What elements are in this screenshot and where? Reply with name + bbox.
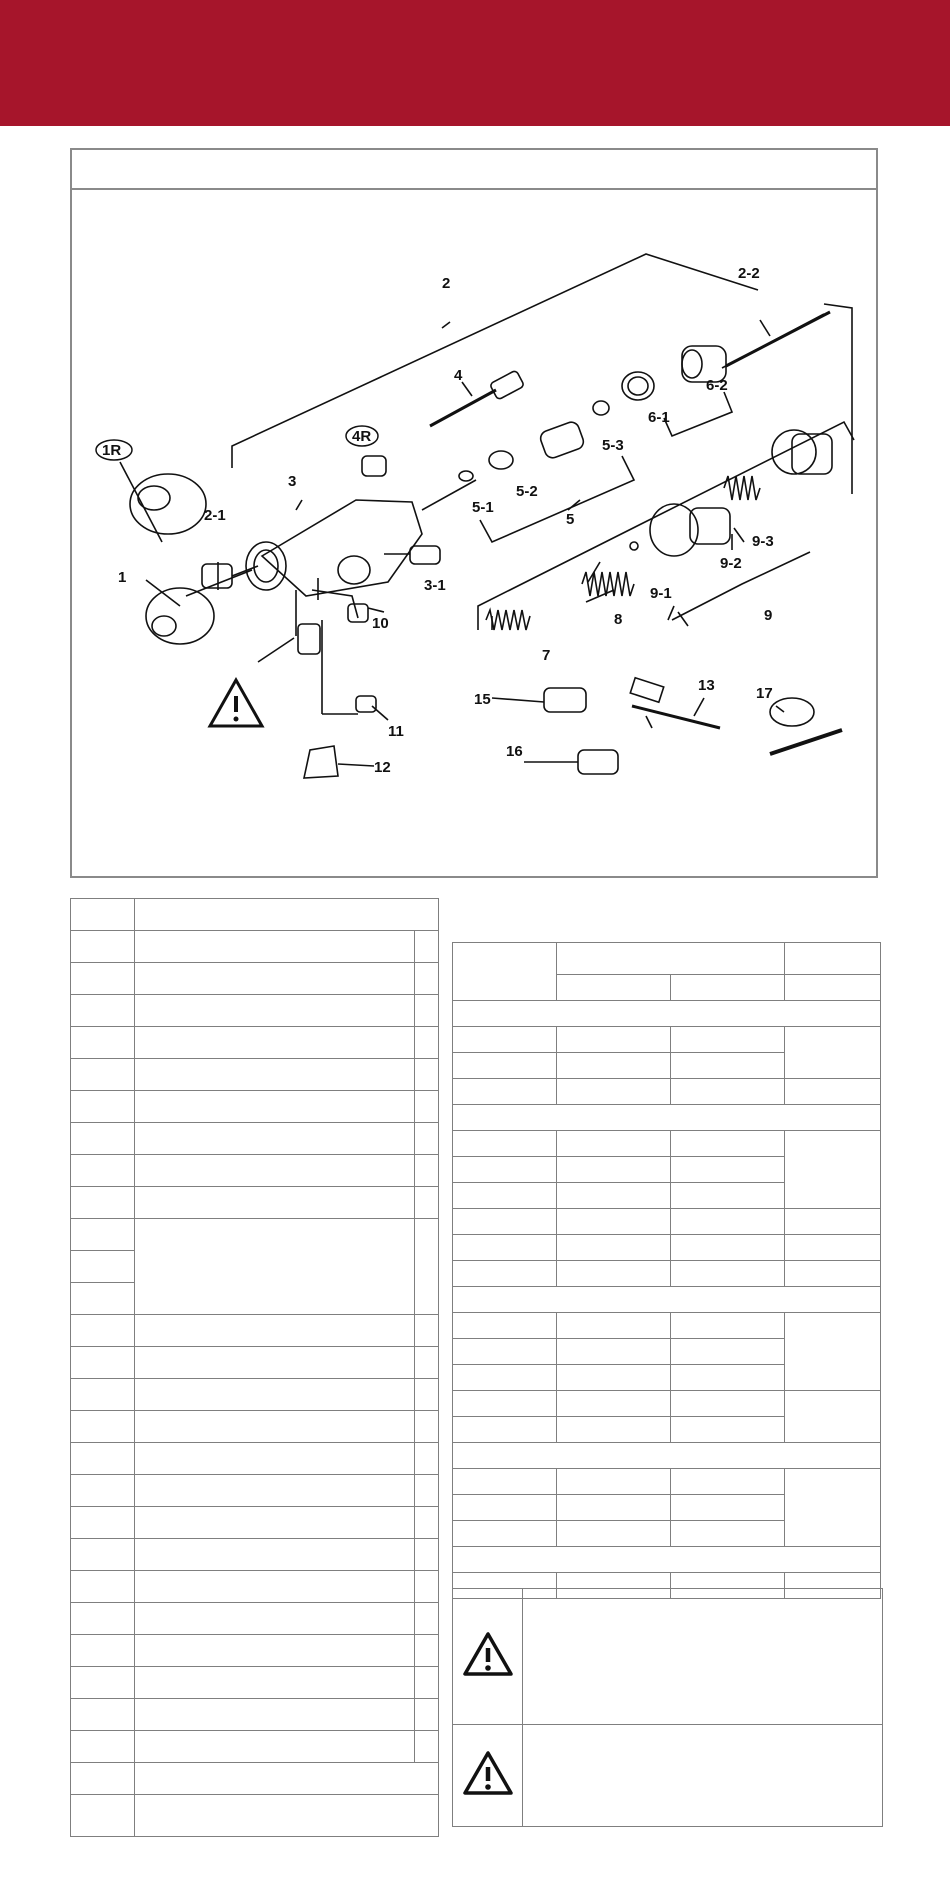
callout-5-3: 5-3 [602, 437, 624, 454]
table-cell [671, 1261, 785, 1287]
table-cell [71, 995, 135, 1027]
warning-text-cell [523, 1589, 883, 1725]
table-cell [71, 1475, 135, 1507]
table-cell [71, 1635, 135, 1667]
table-cell [785, 1209, 881, 1235]
caution-text-cell [523, 1725, 883, 1827]
callout-9-3: 9-3 [752, 533, 774, 550]
table-cell [135, 963, 415, 995]
table-cell [135, 1507, 415, 1539]
parts-list-table [70, 898, 439, 1837]
table-cell [415, 931, 439, 963]
table-cell [453, 1261, 557, 1287]
table-cell [557, 1053, 671, 1079]
header-band [0, 0, 950, 126]
table-cell [557, 1391, 671, 1417]
callout-13: 13 [698, 677, 715, 694]
table-cell [785, 1469, 881, 1547]
table-cell [453, 1287, 881, 1313]
table-cell [671, 1027, 785, 1053]
table-cell [671, 1417, 785, 1443]
table-cell [557, 1183, 671, 1209]
callout-6-1: 6-1 [648, 409, 670, 426]
table-cell [557, 1417, 671, 1443]
table-cell [71, 1155, 135, 1187]
table-cell [785, 1391, 881, 1443]
table-cell [71, 1731, 135, 1763]
parts-diagram-panel [70, 148, 878, 878]
table-cell [135, 899, 439, 931]
callout-3-1: 3-1 [424, 577, 446, 594]
table-cell [453, 1183, 557, 1209]
callout-5: 5 [566, 511, 575, 528]
table-cell [785, 1235, 881, 1261]
table-cell [671, 1209, 785, 1235]
callout-7: 7 [542, 647, 551, 664]
table-cell [415, 1379, 439, 1411]
table-cell [453, 1417, 557, 1443]
table-cell [671, 1469, 785, 1495]
callout-2: 2 [442, 275, 451, 292]
callout-6-2: 6-2 [706, 377, 728, 394]
table-cell [415, 1315, 439, 1347]
table-cell [415, 1155, 439, 1187]
table-cell [135, 1411, 415, 1443]
table-cell [71, 1187, 135, 1219]
table-cell [453, 1365, 557, 1391]
table-cell [557, 1339, 671, 1365]
table-cell [71, 1795, 135, 1837]
table-cell [671, 1339, 785, 1365]
table-cell [453, 1027, 557, 1053]
table-cell [453, 1339, 557, 1365]
table-cell [671, 1495, 785, 1521]
table-cell [671, 1365, 785, 1391]
table-cell [557, 1365, 671, 1391]
callout-1: 1 [118, 569, 127, 586]
table-cell [453, 1547, 881, 1573]
table-cell [135, 1347, 415, 1379]
table-cell [135, 995, 415, 1027]
table-cell [671, 1391, 785, 1417]
table-cell [557, 1469, 671, 1495]
table-cell [453, 1469, 557, 1495]
table-cell [71, 1379, 135, 1411]
table-cell [71, 1507, 135, 1539]
table-cell [453, 1157, 557, 1183]
table-cell [453, 1235, 557, 1261]
table-cell [135, 1315, 415, 1347]
table-cell [671, 1235, 785, 1261]
table-cell [135, 1603, 415, 1635]
table-cell [71, 1571, 135, 1603]
table-cell [415, 1091, 439, 1123]
callout-4: 4 [454, 367, 463, 384]
table-cell [135, 931, 415, 963]
table-cell [415, 1411, 439, 1443]
table-cell [135, 1059, 415, 1091]
table-cell [71, 1699, 135, 1731]
warning-triangle-icon [210, 680, 262, 726]
table-cell [557, 943, 785, 975]
callout-2-2: 2-2 [738, 265, 760, 282]
table-cell [71, 1251, 135, 1283]
table-cell [135, 1763, 439, 1795]
table-cell [135, 1635, 415, 1667]
table-cell [557, 1261, 671, 1287]
callout-5-2: 5-2 [516, 483, 538, 500]
table-cell [671, 1157, 785, 1183]
table-cell [415, 1667, 439, 1699]
callout-9-2: 9-2 [720, 555, 742, 572]
table-cell [135, 1027, 415, 1059]
table-cell [415, 1603, 439, 1635]
callout-15: 15 [474, 691, 491, 708]
table-cell [785, 1079, 881, 1105]
table-cell [671, 1521, 785, 1547]
table-cell [415, 1507, 439, 1539]
exploded-view-diagram [72, 150, 878, 878]
table-cell [453, 1391, 557, 1417]
table-cell [557, 1235, 671, 1261]
table-cell [671, 1053, 785, 1079]
table-cell [453, 1521, 557, 1547]
table-cell [453, 943, 557, 1001]
table-cell [453, 1209, 557, 1235]
callout-9: 9 [764, 607, 773, 624]
table-cell [671, 1183, 785, 1209]
callout-10: 10 [372, 615, 389, 632]
table-cell [415, 963, 439, 995]
callout-2-1: 2-1 [204, 507, 226, 524]
table-cell [135, 1123, 415, 1155]
table-cell [453, 1443, 881, 1469]
table-cell [71, 1219, 135, 1251]
table-cell [453, 1131, 557, 1157]
table-cell [71, 1411, 135, 1443]
table-cell [671, 1079, 785, 1105]
callout-3: 3 [288, 473, 297, 490]
table-cell [557, 975, 671, 1001]
table-cell [135, 1795, 439, 1837]
table-cell [415, 1443, 439, 1475]
table-cell [785, 1313, 881, 1391]
table-cell [785, 975, 881, 1001]
table-cell [71, 1091, 135, 1123]
table-cell [415, 1347, 439, 1379]
table-cell [71, 931, 135, 963]
table-cell [557, 1209, 671, 1235]
table-cell [415, 1571, 439, 1603]
table-cell [71, 1059, 135, 1091]
table-cell [785, 1027, 881, 1079]
table-cell [415, 1635, 439, 1667]
table-cell [557, 1521, 671, 1547]
table-cell [135, 1155, 415, 1187]
table-cell [71, 1539, 135, 1571]
table-cell [557, 1157, 671, 1183]
callout-12: 12 [374, 759, 391, 776]
table-cell [135, 1667, 415, 1699]
table-cell [415, 1187, 439, 1219]
table-cell [785, 943, 881, 975]
table-cell [415, 1731, 439, 1763]
table-cell [135, 1475, 415, 1507]
table-cell [415, 1539, 439, 1571]
table-cell [453, 1105, 881, 1131]
warning-triangle-icon [462, 1750, 514, 1796]
table-cell [135, 1443, 415, 1475]
callout-9-1: 9-1 [650, 585, 672, 602]
warning-triangle-icon [462, 1631, 514, 1677]
table-cell [415, 1123, 439, 1155]
warning-icon-cell [453, 1589, 523, 1725]
table-cell [415, 1027, 439, 1059]
callout-4R: 4R [352, 428, 372, 445]
table-cell [135, 1699, 415, 1731]
table-cell [71, 1315, 135, 1347]
caution-icon-cell [453, 1725, 523, 1827]
table-cell [71, 1027, 135, 1059]
table-cell [71, 1347, 135, 1379]
table-cell [71, 1123, 135, 1155]
table-cell [135, 1731, 415, 1763]
table-cell [71, 1603, 135, 1635]
callout-16: 16 [506, 743, 523, 760]
table-cell [135, 1219, 415, 1315]
callout-1R: 1R [102, 442, 122, 459]
table-cell [415, 995, 439, 1027]
table-cell [415, 1475, 439, 1507]
table-cell [415, 1219, 439, 1315]
table-cell [135, 1379, 415, 1411]
table-cell [785, 1131, 881, 1209]
table-cell [453, 1001, 881, 1027]
callout-5-1: 5-1 [472, 499, 494, 516]
table-cell [453, 1053, 557, 1079]
table-cell [71, 1443, 135, 1475]
table-cell [453, 1313, 557, 1339]
table-cell [671, 1313, 785, 1339]
warning-box-table [452, 1588, 883, 1827]
table-cell [453, 1079, 557, 1105]
table-cell [71, 1763, 135, 1795]
table-cell [557, 1131, 671, 1157]
table-cell [785, 1261, 881, 1287]
table-cell [415, 1059, 439, 1091]
table-cell [135, 1539, 415, 1571]
leader-2 [232, 254, 758, 468]
table-cell [557, 1313, 671, 1339]
table-cell [415, 1699, 439, 1731]
callout-11: 11 [388, 723, 404, 740]
table-cell [671, 975, 785, 1001]
table-cell [71, 963, 135, 995]
gun-body [262, 500, 422, 596]
callout-8: 8 [614, 611, 623, 628]
specification-table [452, 942, 881, 1599]
table-cell [135, 1187, 415, 1219]
table-cell [453, 1495, 557, 1521]
table-cell [71, 899, 135, 931]
table-cell [671, 1131, 785, 1157]
table-cell [557, 1495, 671, 1521]
table-cell [71, 1283, 135, 1315]
table-cell [135, 1091, 415, 1123]
table-cell [557, 1079, 671, 1105]
callout-17: 17 [756, 685, 773, 702]
table-cell [557, 1027, 671, 1053]
table-cell [135, 1571, 415, 1603]
table-cell [71, 1667, 135, 1699]
